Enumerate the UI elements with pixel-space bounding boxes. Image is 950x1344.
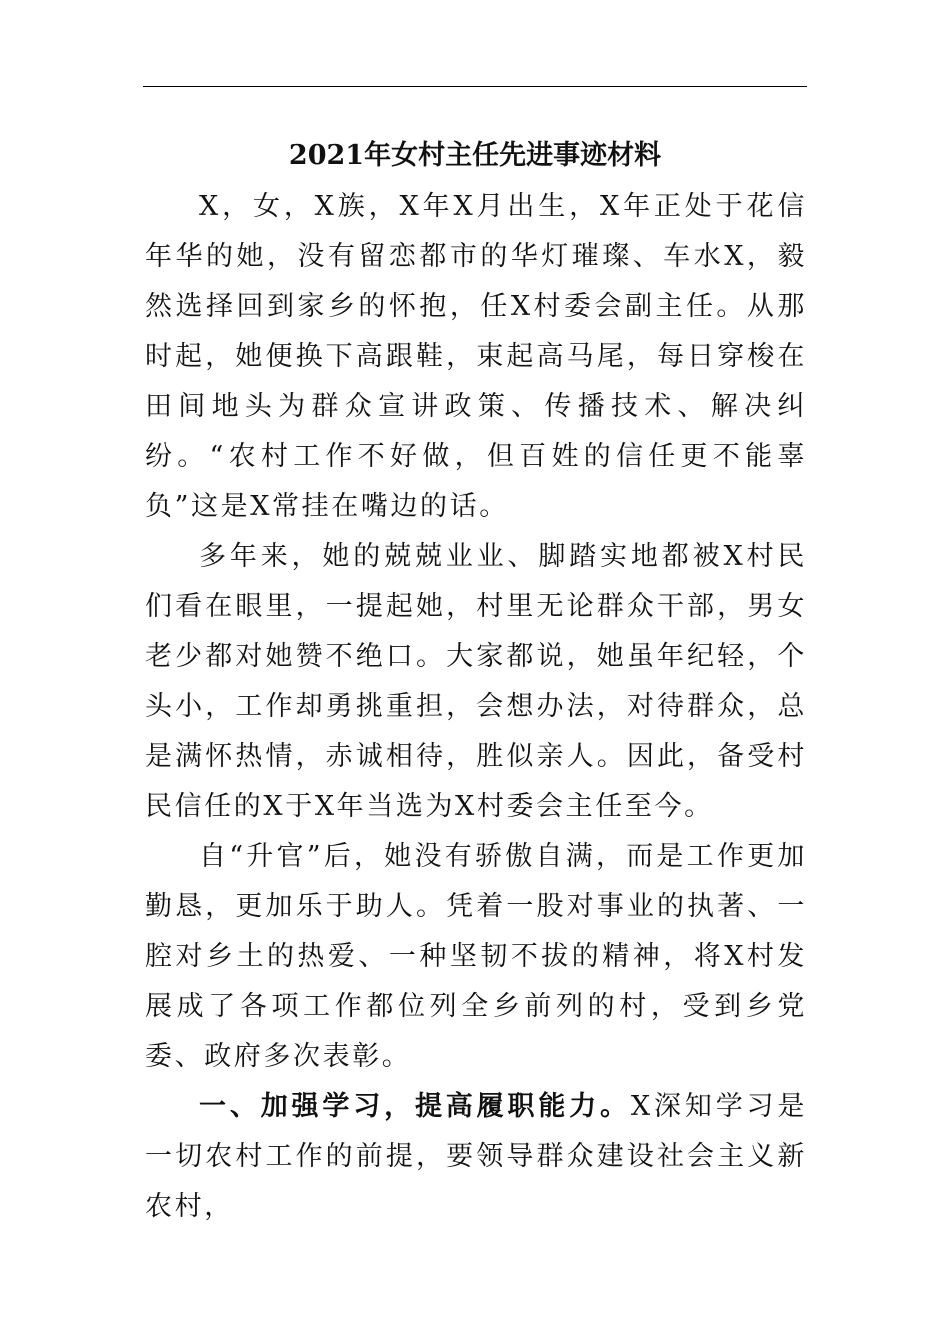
paragraph-3-text: 自“升官”后，她没有骄傲自满，而是工作更加勤恳，更加乐于助人。凭着一股对事业的执著、一腔对乡土的热爱、一种坚韧不拔的精神，将X村发展成了各项工作都位列全乡前列的村，受到乡党委、政府多次表彰。: [145, 841, 807, 1072]
paragraph-1: [145, 182, 807, 532]
paragraph-3: [145, 832, 807, 1082]
paragraph-4: [145, 1082, 807, 1232]
paragraph-4-text: X深知学习是一切农村工作的前提，要领导群众建设社会主义新农村，: [145, 1091, 807, 1222]
document-body: [145, 182, 807, 1232]
header-rule: [143, 86, 807, 87]
paragraph-2-text: 多年来，她的兢兢业业、脚踏实地都被X村民们看在眼里，一提起她，村里无论群众干部，男女老少都对她赞不绝口。大家都说，她虽年纪轻，个头小，工作却勇挑重担，会想办法，对待群众，总是满怀热情，赤诚相待，胜似亲人。因此，备受村民信任的X于X年当选为X村委会主任至今。: [145, 541, 807, 822]
paragraph-1-text: X，女，X族，X年X月出生，X年正处于花信年华的她，没有留恋都市的华灯璀璨、车水X，毅然选择回到家乡的怀抱，任X村委会副主任。从那时起，她便换下高跟鞋，束起高马尾，每日穿梭在田间地头为群众宣讲政策、传播技术、解决纠纷。“农村工作不好做，但百姓的信任更不能辜负”这是X常挂在嘴边的话。: [145, 191, 807, 522]
document-title: 2021年女村主任先进事迹材料: [288, 140, 662, 171]
section-heading-1: 一、加强学习，提高履职能力。: [199, 1091, 631, 1122]
paragraph-2: [145, 532, 807, 832]
